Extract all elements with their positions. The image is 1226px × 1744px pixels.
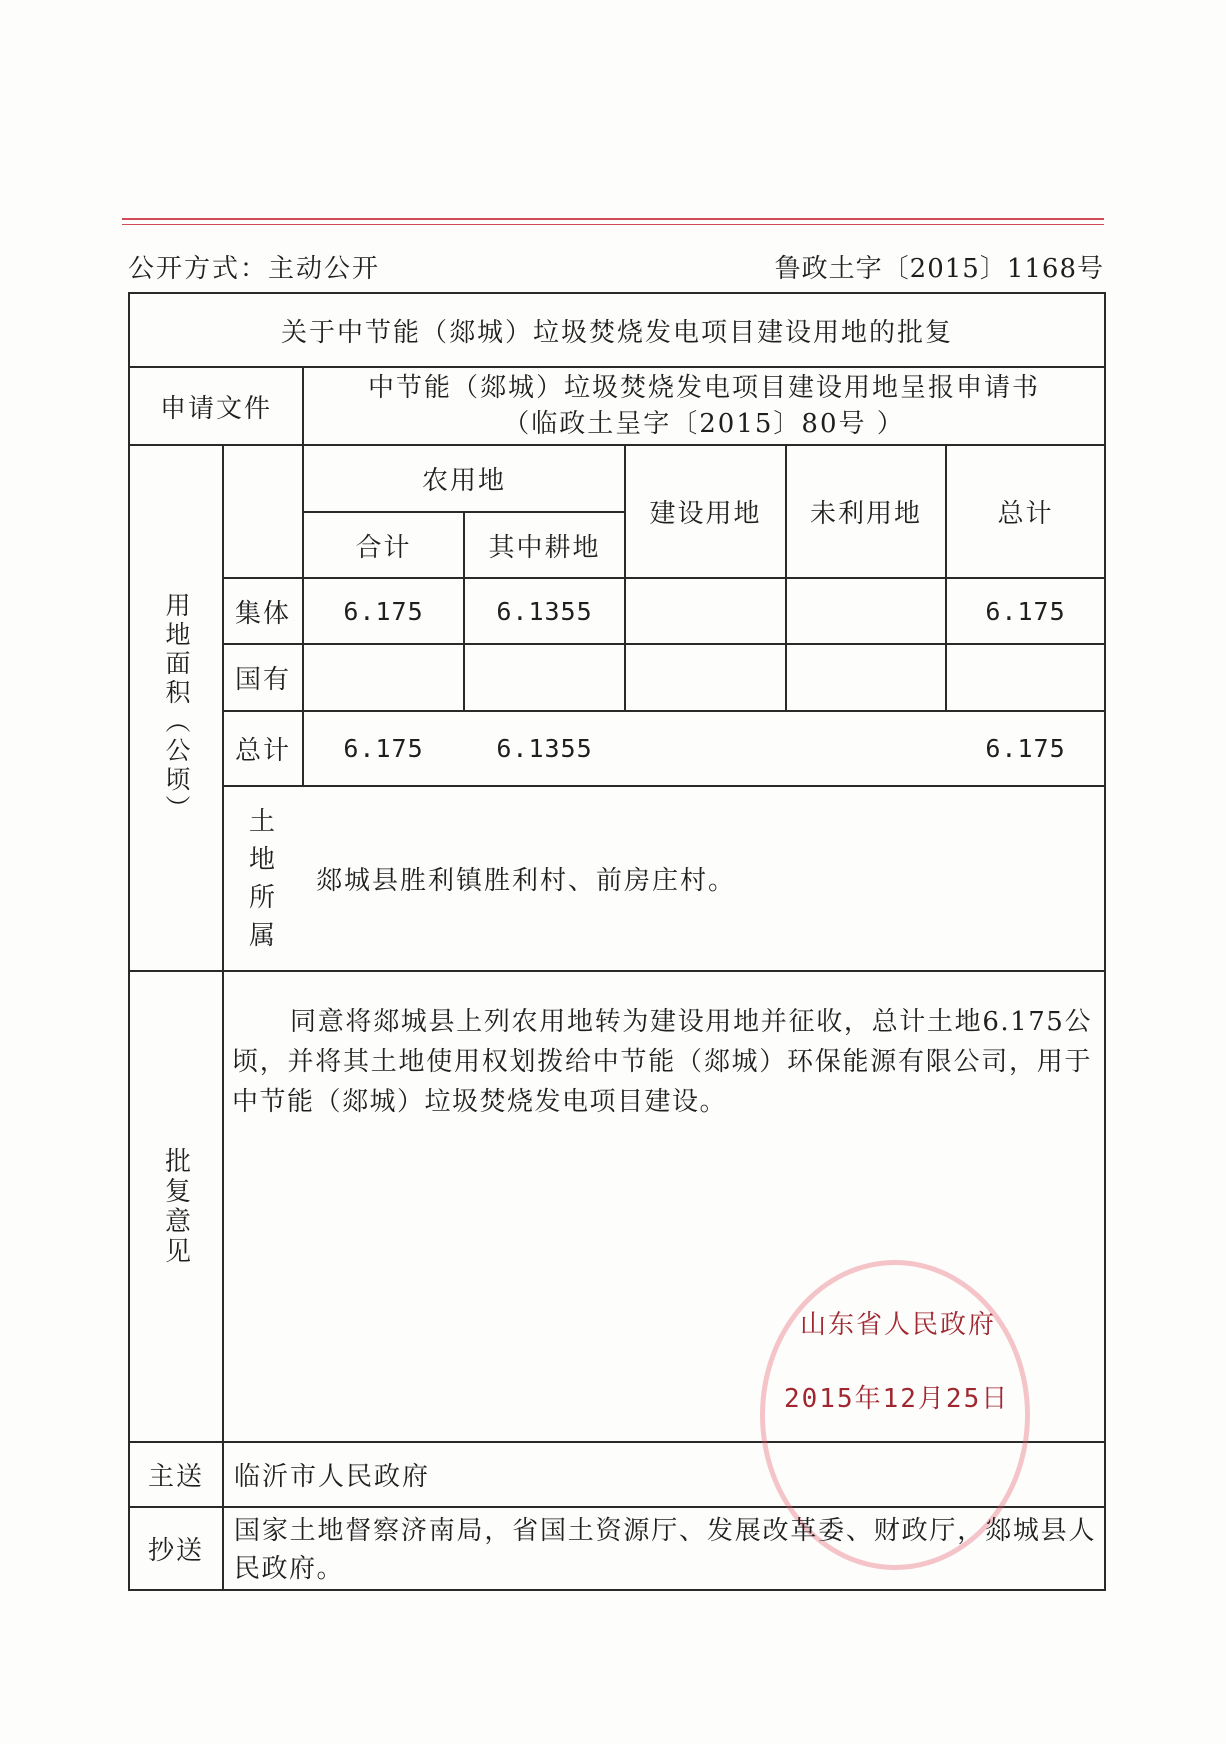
application-content [304,368,1104,444]
application-label: 申请文件 [159,393,272,424]
cell-state-total [947,645,1104,710]
col-agri-total-header: 合计 [355,532,412,563]
ownership-value: 郯城县胜利镇胜利村、前房庄村。 [316,866,737,896]
cell-state-unused [787,645,945,710]
row-label-collective: 集体 [234,598,291,629]
document-title: 关于中节能（郯城）垃圾焚烧发电项目建设用地的批复 [280,317,953,348]
col-agri-header: 农用地 [421,466,506,496]
document-number: 鲁政土字〔2015〕1168号 [774,254,1104,284]
approval-date: 2015年12月25日 [784,1384,1010,1414]
col-unused-header: 未利用地 [809,499,922,529]
issuer-name: 山东省人民政府 [800,1310,997,1340]
cell-state-construction [626,645,785,710]
cell-state-arable [465,645,624,710]
red-rule-bottom [122,224,1104,225]
cell-collective-unused [787,579,945,643]
row-label-total: 总计 [234,736,291,766]
copy-to-value: 国家土地督察济南局，省国土资源厅、发展改革委、财政厅，郯城县人民政府。 [234,1516,1096,1584]
land-area-label: 用地面积（公顷） [162,592,191,824]
disclosure-method: 公开方式：主动公开 [128,254,381,284]
cell-total-agri-total: 6.175 [343,734,424,763]
col-arable-header: 其中耕地 [488,532,601,563]
approval-text: 同意将郯城县上列农用地转为建设用地并征收，总计土地6.175公顷，并将其土地使用权划拨给中节能（郯城）环保能源有限公司，用于中节能（郯城）垃圾焚烧发电项目建设。 [232,1007,1092,1117]
ownership-label: 土地所属 [248,806,277,951]
send-to-value: 临沂市人民政府 [234,1462,431,1492]
cell-collective-agri-total: 6.175 [343,596,424,626]
cell-total-total: 6.175 [985,734,1066,763]
send-to-label: 主送 [147,1462,204,1492]
cell-collective-construction [626,579,785,643]
cell-total-construction [626,712,785,785]
cell-collective-total: 6.175 [985,596,1066,626]
cell-collective-arable: 6.1355 [496,596,593,626]
col-construction-header: 建设用地 [649,499,762,529]
row-label-state: 国有 [234,665,291,695]
application-ref: （临政土呈字〔2015〕80号 ） [503,409,905,439]
cell-total-unused [787,712,945,785]
col-total-header: 总计 [997,499,1054,529]
application-title: 中节能（郯城）垃圾焚烧发电项目建设用地呈报申请书 [367,373,1040,403]
copy-to-label: 抄送 [147,1536,204,1566]
approval-label: 批复意见 [160,1146,191,1267]
cell-total-arable: 6.1355 [496,734,593,763]
red-rule-top [122,218,1104,220]
cell-state-agri-total [304,645,463,710]
